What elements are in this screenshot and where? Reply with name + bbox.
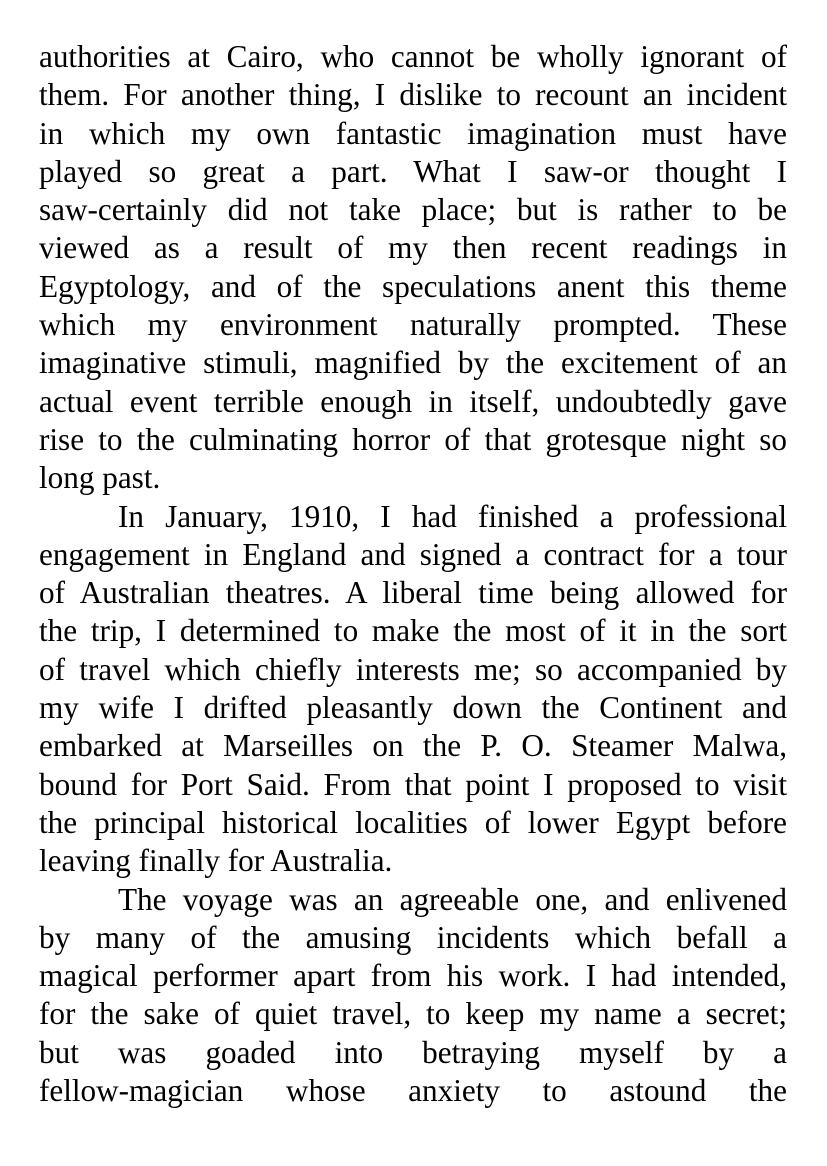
text-line: fellow-magician whose anxiety to astound the (39, 1073, 787, 1109)
text-line: The voyage was an agreeable one, and enlivened (118, 881, 787, 917)
text-line: for the sake of quiet travel, to keep my name a secret; (39, 996, 787, 1032)
text-line: but was goaded into betraying myself by a (39, 1034, 787, 1070)
text-line: played so great a part. What I saw-or thought I (39, 153, 787, 189)
text-line: Egyptology, and of the speculations anent this theme (39, 268, 787, 304)
text-line: of Australian theatres. A liberal time being allowed for (39, 575, 787, 611)
text-line: leaving finally for Australia. (39, 843, 393, 879)
text-line: long past. (39, 460, 161, 496)
text-line: in which my own fantastic imagination must have (39, 115, 787, 151)
text-line: by many of the amusing incidents which befall a (39, 919, 787, 955)
text-line: bound for Port Said. From that point I proposed to visit (39, 766, 787, 802)
text-line: my wife I drifted pleasantly down the Continent and (39, 690, 787, 726)
text-line: viewed as a result of my then recent readings in (39, 230, 787, 266)
text-line: embarked at Marseilles on the P. O. Steamer Malwa, (39, 728, 787, 764)
text-line: magical performer apart from his work. I had intended, (39, 958, 787, 994)
text-line: saw-certainly did not take place; but is rather to be (39, 192, 787, 228)
paragraph (39, 498, 787, 881)
paragraph (39, 38, 787, 498)
text-line: the trip, I determined to make the most of it in the sort (39, 613, 787, 649)
paragraph (39, 881, 787, 1111)
text-line: In January, 1910, I had finished a professional (118, 498, 787, 534)
text-line: which my environment naturally prompted. These (39, 307, 787, 343)
text-line: authorities at Cairo, who cannot be wholly ignorant of (39, 39, 787, 74)
document-page (39, 38, 787, 1110)
text-line: them. For another thing, I dislike to recount an incident (39, 77, 787, 113)
text-line: imaginative stimuli, magnified by the excitement of an (39, 345, 787, 381)
text-line: rise to the culminating horror of that grotesque night so (39, 421, 787, 457)
text-line: of travel which chiefly interests me; so accompanied by (39, 651, 787, 687)
text-line: the principal historical localities of lower Egypt before (39, 804, 787, 840)
text-line: engagement in England and signed a contract for a tour (39, 536, 787, 572)
text-line: actual event terrible enough in itself, undoubtedly gave (39, 383, 787, 419)
